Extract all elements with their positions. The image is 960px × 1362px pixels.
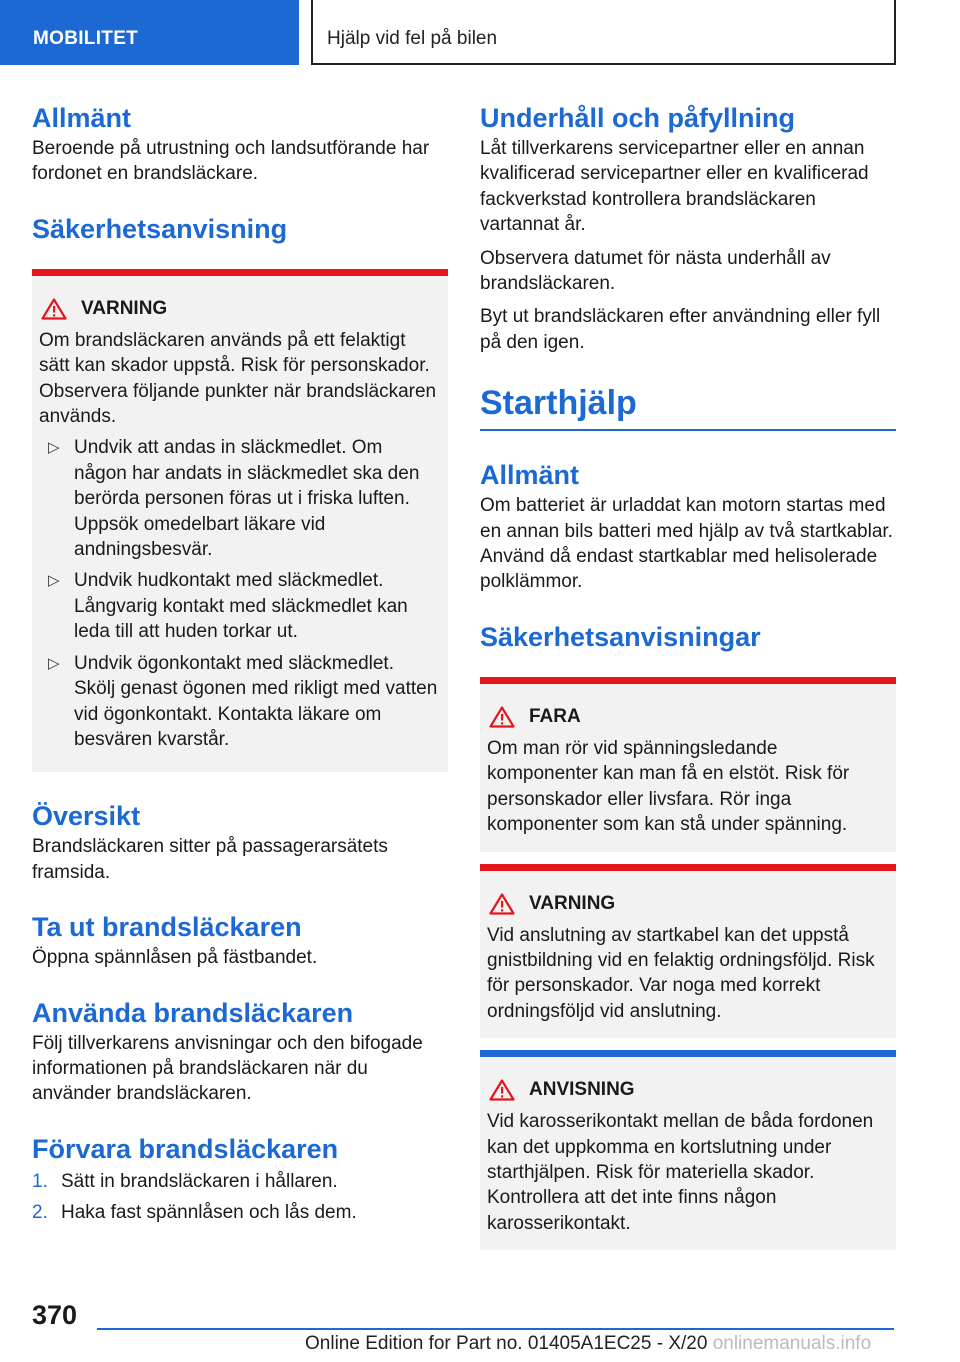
text-ta-ut: Öppna spännlåsen på fästbandet. <box>32 947 318 969</box>
warning-text: Om brandsläckaren används på ett felaktigt sätt kan skador uppstå. Risk för personskador. Observera följande punkter när brandsläckaren används. <box>39 329 437 428</box>
text-anvanda: Följ tillverkarens anvisningar och den bifogade informationen på brandsläckaren när du använder brandsläckaren. <box>32 1032 423 1105</box>
heading-forvara: Förvara brandsläckaren <box>32 1133 339 1164</box>
heading-sakerhetsanvisning: Säkerhetsanvisning <box>32 213 288 244</box>
footer-rule <box>97 1328 894 1330</box>
left-column <box>32 100 448 1232</box>
triangle-bullet-icon: ▷ <box>48 654 60 672</box>
danger-text: Om man rör vid spänningsledande komponenter kan man få en elstöt. Risk för personskador eller livsfara. Rör inga komponenter som kan stå under spänning. <box>487 737 850 836</box>
notice-text: Vid karosserikontakt mellan de båda fordonen kan det uppkomma en kortslutning under starthjälpen. Risk för materiella skador. Kontrollera att det inte finns någon karosserikontakt. <box>487 1111 874 1234</box>
warning-text-start: Vid anslutning av startkabel kan det uppstå gnistbildning vid en felaktig ordningsföljd. Risk för personskador. Var noga med korrekt ordningsföljd vid anslutning. <box>487 924 875 1022</box>
triangle-bullet-icon: ▷ <box>48 439 60 457</box>
warning-triangle-icon <box>489 706 515 728</box>
page-number: 370 <box>32 1300 78 1330</box>
text-allmant: Beroende på utrustning och landsutförande har fordonet en brandsläckare. <box>32 138 430 185</box>
text-oversikt: Brandsläckaren sitter på passagerarsätets framsida. <box>32 836 388 883</box>
heading-underhall: Underhåll och påfyllning <box>480 103 796 133</box>
warning-header-start <box>487 891 888 917</box>
list-item: ▷ Undvik hudkontakt med släckmedlet. Långvarig kontakt med släckmedlet kan leda till att huden torkar ut. <box>48 570 408 643</box>
warning-box-start <box>480 864 896 1039</box>
notice-header <box>487 1077 888 1103</box>
list-item: 1. Sätt in brandsläckaren i hållaren. <box>32 1170 338 1192</box>
text-allmant-start: Om batteriet är urladdat kan motorn startas med en annan bils batteri med hjälp av två startkablar. Använd då endast startkablar med helisolerade polklämmor. <box>480 495 893 593</box>
triangle-bullet-icon: ▷ <box>48 572 60 590</box>
warning-triangle-icon <box>41 298 67 320</box>
heading-allmant-start: Allmänt <box>480 460 580 491</box>
heading-starthjalp: Starthjälp <box>480 384 637 423</box>
chapter-heading-wrap <box>480 381 896 431</box>
warning-triangle-icon <box>489 1079 515 1101</box>
text-underhall-1: Låt tillverkarens servicepartner eller en annan kvalificerad servicepartner eller en kvalificerad fackverkstad kontrollera brandsläckaren vartannat år. <box>480 138 869 236</box>
watermark-text: onlinemanuals.info <box>712 1333 872 1354</box>
chapter-title: Hjälp vid fel på bilen <box>327 28 498 49</box>
danger-header <box>487 704 888 730</box>
list-item: ▷ Undvik att andas in släckmedlet. Om någon har andats in släckmedlet ska den berörda personen föras ut i friska luften. Uppsök omedelbart läkare vid andningsbesvär. <box>48 437 420 561</box>
text-underhall-3: Byt ut brandsläckaren efter användning eller fyll på den igen. <box>480 306 881 353</box>
warning-bullet-list <box>39 435 440 752</box>
warning-triangle-icon <box>489 893 515 915</box>
warning-header <box>39 296 440 322</box>
warning-box <box>32 269 448 773</box>
steps-list <box>32 1169 448 1226</box>
notice-label: ANVISNING <box>529 1079 635 1101</box>
warning-label-start: VARNING <box>529 892 616 914</box>
list-item: 2. Haka fast spännlåsen och lås dem. <box>32 1202 357 1224</box>
heading-oversikt: Översikt <box>32 801 141 832</box>
danger-box <box>480 677 896 852</box>
warning-label: VARNING <box>81 297 168 319</box>
heading-sakerhetsanvisningar: Säkerhetsanvisningar <box>480 621 761 652</box>
footer-edition-line <box>305 1333 871 1355</box>
chapter-title-bar <box>311 0 896 65</box>
heading-anvanda: Använda brandsläckaren <box>32 997 354 1028</box>
danger-label: FARA <box>529 705 581 727</box>
right-column <box>480 100 896 1250</box>
text-underhall-2: Observera datumet för nästa underhåll av brandsläckaren. <box>480 247 831 295</box>
list-item: ▷ Undvik ögonkontakt med släckmedlet. Skölj genast ögonen med rikligt med vatten vid ögonkontakt. Kontakta läkare om besvären kvarstår. <box>48 652 438 750</box>
heading-allmant: Allmänt <box>32 103 132 133</box>
section-label: MOBILITET <box>33 28 139 49</box>
heading-ta-ut: Ta ut brandsläckaren <box>32 912 302 943</box>
section-tab <box>0 0 299 65</box>
edition-text: Online Edition for Part no. 01405A1EC25 - X/20 <box>305 1333 708 1354</box>
notice-box <box>480 1050 896 1250</box>
